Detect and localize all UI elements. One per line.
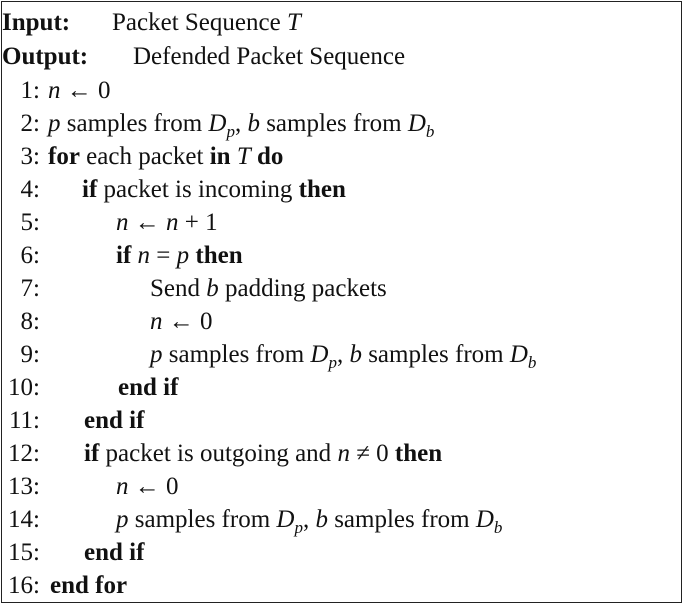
algorithm-line xyxy=(2,437,681,470)
variable: n xyxy=(116,473,129,500)
line-code xyxy=(116,503,502,536)
algorithm-line xyxy=(2,74,681,107)
code-text: packet is incoming xyxy=(97,176,299,203)
subscript: p xyxy=(294,518,303,537)
line-code xyxy=(116,206,218,239)
code-text: ← xyxy=(128,209,166,236)
variable: p xyxy=(176,242,190,269)
keyword: end if xyxy=(84,407,145,434)
subscript: b xyxy=(493,518,503,537)
line-number: 11: xyxy=(8,407,40,434)
variable: b xyxy=(315,506,328,533)
algorithm-line xyxy=(2,569,681,602)
variable: p xyxy=(150,341,163,368)
variable: n xyxy=(137,242,151,269)
input-value-text: Packet Sequence xyxy=(112,9,281,36)
line-number: 14: xyxy=(8,506,40,533)
line-number: 8: xyxy=(20,308,40,335)
line-code xyxy=(116,470,179,503)
line-code xyxy=(84,536,144,569)
keyword: end for xyxy=(50,572,128,599)
line-code xyxy=(48,107,434,140)
line-code xyxy=(150,338,536,371)
keyword: then xyxy=(298,176,346,203)
variable: p xyxy=(116,506,129,533)
line-code xyxy=(150,305,213,338)
line-number: 12: xyxy=(8,440,40,467)
line-code xyxy=(84,437,442,470)
line-number: 16: xyxy=(8,572,40,599)
subscript: b xyxy=(425,122,435,141)
line-code xyxy=(82,173,346,206)
algorithm-line xyxy=(2,404,681,437)
code-text: , xyxy=(336,341,350,368)
algorithm-line xyxy=(2,503,681,536)
code-text: , xyxy=(234,110,248,137)
variable: b xyxy=(206,275,219,302)
line-number: 7: xyxy=(20,275,40,302)
code-text: samples from xyxy=(361,341,510,368)
line-code xyxy=(48,140,283,173)
line-code xyxy=(118,371,178,404)
variable: D xyxy=(509,341,528,368)
variable: b xyxy=(247,110,260,137)
algorithm-line xyxy=(2,272,681,305)
keyword: then xyxy=(394,440,443,467)
output-value: Defended Packet Sequence xyxy=(133,43,406,70)
variable: D xyxy=(407,110,426,137)
line-number: 13: xyxy=(8,473,40,500)
code-text: samples from xyxy=(162,341,311,368)
variable: n xyxy=(48,77,61,104)
keyword: in xyxy=(209,143,231,170)
code-text: ≠ 0 xyxy=(349,440,395,467)
algorithm-line xyxy=(2,206,681,239)
line-number: 10: xyxy=(8,374,40,401)
input-label: Input: xyxy=(2,9,71,36)
code-text: + 1 xyxy=(178,209,218,236)
code-text: samples from xyxy=(60,110,209,137)
variable: D xyxy=(310,341,329,368)
line-number: 2: xyxy=(20,110,40,137)
variable: T xyxy=(236,143,251,170)
keyword: end if xyxy=(118,374,179,401)
keyword: for xyxy=(48,143,80,170)
algorithm-line xyxy=(2,107,681,140)
code-text: each packet xyxy=(79,143,210,170)
algorithm-line xyxy=(2,536,681,569)
line-code xyxy=(116,239,243,272)
variable: n xyxy=(116,209,129,236)
algorithm-box xyxy=(1,1,682,603)
code-text: packet is outgoing and xyxy=(99,440,338,467)
subscript: b xyxy=(527,353,537,372)
line-number: 9: xyxy=(20,341,40,368)
line-number: 6: xyxy=(20,242,40,269)
subscript: p xyxy=(328,353,337,372)
algorithm-line xyxy=(2,305,681,338)
keyword: if xyxy=(82,176,98,203)
line-number: 1: xyxy=(20,77,40,104)
variable: n xyxy=(150,308,163,335)
keyword: if xyxy=(116,242,132,269)
algorithm-line xyxy=(2,140,681,173)
output-label: Output: xyxy=(2,43,89,70)
algorithm-line xyxy=(2,239,681,272)
line-code xyxy=(50,569,127,602)
line-number: 15: xyxy=(8,539,40,566)
keyword: then xyxy=(195,242,243,269)
variable: n xyxy=(337,440,350,467)
code-text: samples from xyxy=(259,110,408,137)
code-text: = xyxy=(150,242,177,269)
variable: b xyxy=(349,341,362,368)
code-text: samples from xyxy=(327,506,476,533)
variable: n xyxy=(166,209,179,236)
code-text: Send xyxy=(150,275,207,302)
variable: p xyxy=(48,110,61,137)
line-number: 5: xyxy=(20,209,40,236)
algorithm-line xyxy=(2,371,681,404)
keyword: if xyxy=(84,440,100,467)
keyword: do xyxy=(256,143,284,170)
line-code xyxy=(84,404,144,437)
algorithm-line xyxy=(2,470,681,503)
code-text: padding packets xyxy=(218,275,387,302)
code-text: samples from xyxy=(128,506,277,533)
input-var: T xyxy=(286,9,301,36)
input-value xyxy=(112,6,301,39)
code-text: ← 0 xyxy=(128,473,179,500)
line-number: 4: xyxy=(20,176,40,203)
variable: D xyxy=(475,506,494,533)
keyword: end if xyxy=(84,539,145,566)
code-text: , xyxy=(302,506,316,533)
code-text: ← 0 xyxy=(162,308,213,335)
algorithm-line xyxy=(2,173,681,206)
code-text: ← 0 xyxy=(60,77,111,104)
variable: D xyxy=(276,506,295,533)
line-code xyxy=(48,74,111,107)
line-number: 3: xyxy=(20,143,40,170)
subscript: p xyxy=(226,122,235,141)
variable: D xyxy=(208,110,227,137)
line-code xyxy=(150,272,387,305)
algorithm-line xyxy=(2,338,681,371)
